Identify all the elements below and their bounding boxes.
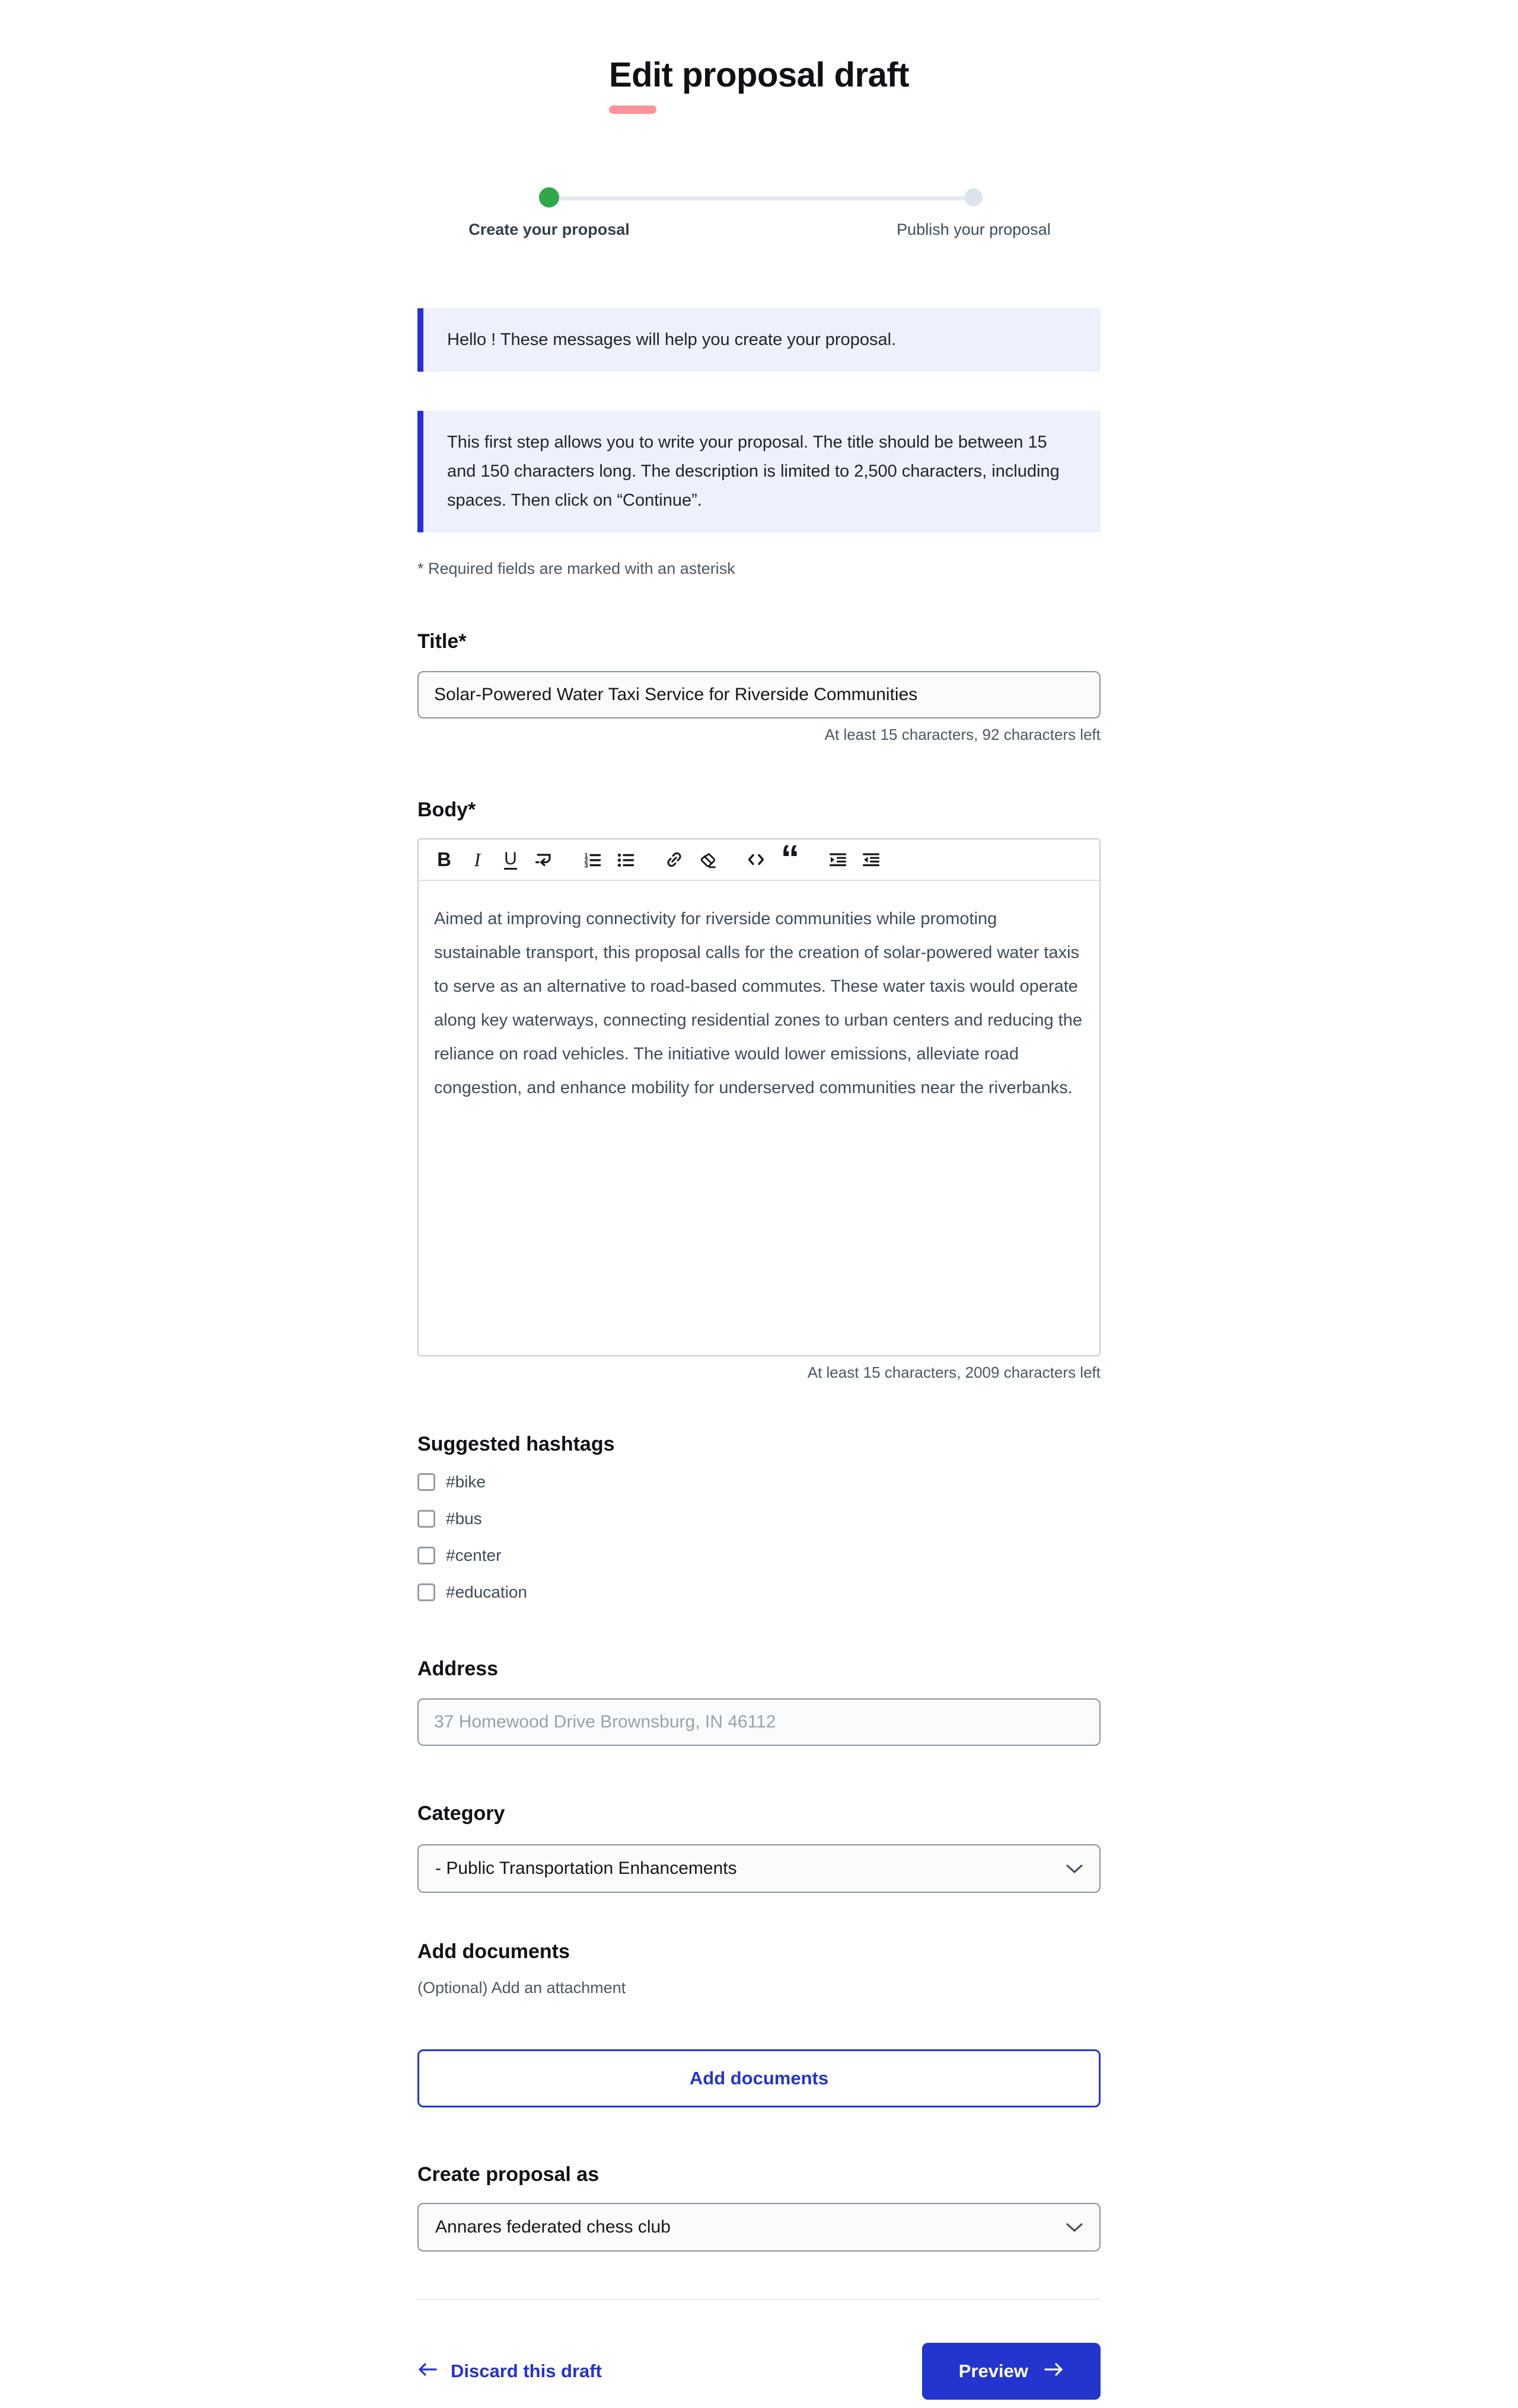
hashtag-checkbox-bus[interactable] xyxy=(417,1510,435,1528)
documents-optional-note: (Optional) Add an attachment xyxy=(417,1979,626,1997)
ordered-list-icon[interactable] xyxy=(580,847,605,873)
arrow-left-icon xyxy=(417,2361,438,2382)
body-editor-textarea[interactable]: Aimed at improving connectivity for riverside communities while promoting sustainable transport, this proposal calls for the creation of solar-powered water taxis to serve as an alternative to road-based commutes. These water taxis would operate along key waterways, connecting residential zones to urban centers and reducing the reliance on road vehicles. The initiative would lower emissions, alleviate road congestion, and enhance mobility for underserved communities near the riverbanks. xyxy=(434,909,1082,1097)
eraser-icon[interactable] xyxy=(695,847,720,873)
body-helper-text: At least 15 characters, 2009 characters left xyxy=(807,1363,1101,1381)
bold-icon[interactable]: B xyxy=(437,848,451,870)
code-icon[interactable] xyxy=(744,847,768,873)
hashtag-label: #center xyxy=(446,1546,502,1564)
svg-text:1: 1 xyxy=(584,852,588,860)
indent-icon[interactable] xyxy=(825,847,850,873)
hashtag-checkbox-center[interactable] xyxy=(417,1547,435,1564)
svg-text:3: 3 xyxy=(584,862,588,870)
add-documents-button[interactable]: Add documents xyxy=(417,2049,1101,2107)
bullet-list-icon[interactable] xyxy=(613,847,638,873)
link-icon[interactable] xyxy=(662,847,687,873)
title-wrap xyxy=(609,51,909,114)
category-select[interactable] xyxy=(417,1844,1101,1893)
footer-actions xyxy=(417,2343,1101,2404)
page-title: Edit proposal draft xyxy=(608,56,910,94)
title-field-label: Title* xyxy=(417,630,467,653)
edit-proposal-page xyxy=(417,0,1101,2404)
title-helper-text: At least 15 characters, 92 characters left xyxy=(824,726,1101,743)
hashtags-section-label: Suggested hashtags xyxy=(417,1433,615,1455)
address-input[interactable] xyxy=(417,1698,1101,1746)
step-dot-active xyxy=(539,187,559,207)
info-message-instructions: This first step allows you to write your proposal. The title should be between 15 and 150 characters long. The description is limited to 2,500 characters, including spaces. Then click on “Continue”. xyxy=(417,411,1101,532)
title-input[interactable] xyxy=(417,671,1101,718)
quote-icon[interactable]: “ xyxy=(780,837,798,880)
hashtag-option-education xyxy=(417,1583,1101,1602)
hashtag-checkbox-bike[interactable] xyxy=(417,1473,435,1491)
hashtag-label: #bike xyxy=(446,1473,486,1491)
chevron-down-icon xyxy=(1066,2217,1083,2237)
discard-draft-label: Discard this draft xyxy=(451,2361,602,2381)
editor-toolbar xyxy=(419,839,1099,881)
arrow-right-icon xyxy=(1044,2361,1064,2382)
svg-text:2: 2 xyxy=(584,857,588,864)
linebreak-icon[interactable] xyxy=(531,847,556,873)
required-fields-note: * Required fields are marked with an asterisk xyxy=(417,560,735,577)
step-label-create: Create your proposal xyxy=(468,221,630,238)
create-as-select[interactable] xyxy=(417,2203,1101,2251)
underline-icon[interactable]: U xyxy=(498,847,523,873)
page-header xyxy=(417,0,1101,114)
create-as-field-label: Create proposal as xyxy=(417,2163,599,2186)
discard-draft-link[interactable] xyxy=(417,2361,602,2382)
info-message-hello: Hello ! These messages will help you create your proposal. xyxy=(417,308,1101,372)
step-label-publish: Publish your proposal xyxy=(897,221,1051,238)
hashtag-option-center xyxy=(417,1546,1101,1565)
category-field-label: Category xyxy=(417,1802,505,1825)
preview-button-label: Preview xyxy=(958,2361,1028,2381)
progress-stepper xyxy=(468,180,1051,242)
create-as-selected-value: Annares federated chess club xyxy=(435,2217,671,2237)
hashtag-label: #education xyxy=(446,1583,528,1601)
category-selected-value: - Public Transportation Enhancements xyxy=(435,1858,737,1878)
body-field-label: Body* xyxy=(417,799,476,821)
rich-text-editor xyxy=(417,838,1101,1356)
title-accent-bar xyxy=(609,106,656,114)
outdent-icon[interactable] xyxy=(859,847,884,873)
hashtag-label: #bus xyxy=(446,1509,482,1528)
chevron-down-icon xyxy=(1066,1858,1083,1879)
stepper-connector-line xyxy=(554,196,968,200)
hashtag-checkbox-education[interactable] xyxy=(417,1583,435,1601)
documents-section-label: Add documents xyxy=(417,1940,570,1963)
step-dot-inactive xyxy=(965,189,983,206)
italic-icon[interactable]: I xyxy=(474,848,481,870)
hashtag-option-bus xyxy=(417,1509,1101,1528)
hashtag-option-bike xyxy=(417,1473,1101,1492)
footer-divider xyxy=(417,2299,1101,2300)
address-field-label: Address xyxy=(417,1658,499,1680)
preview-button[interactable] xyxy=(922,2343,1101,2400)
